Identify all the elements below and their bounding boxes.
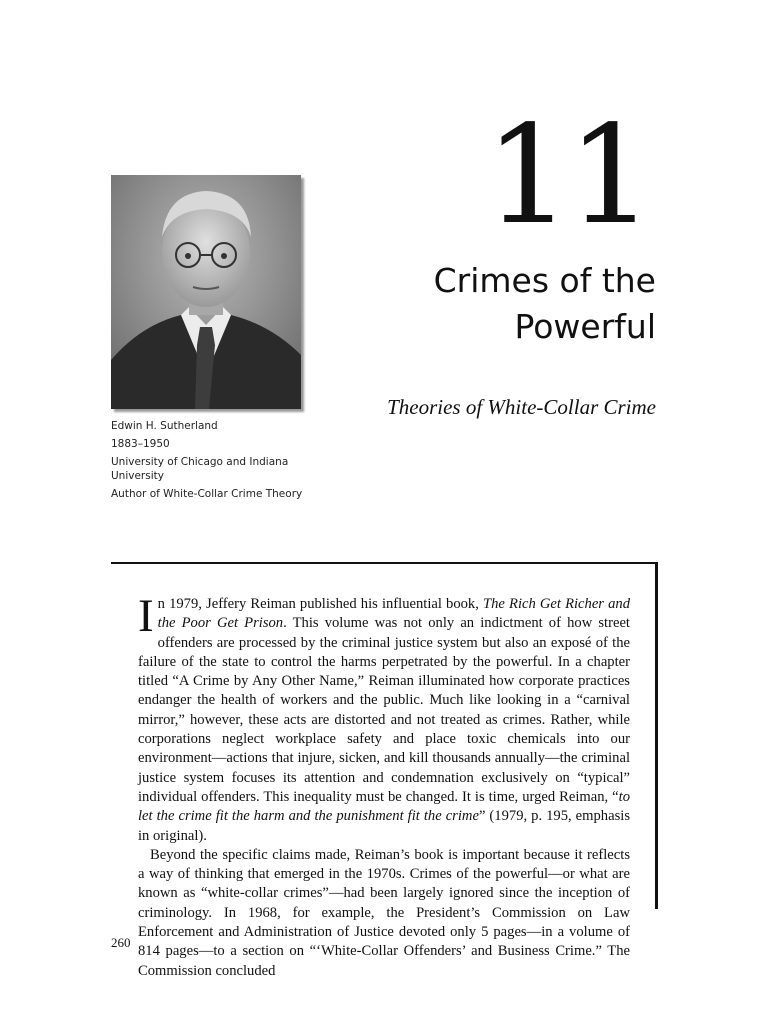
caption-affiliation: University of Chicago and Indiana University <box>111 456 289 482</box>
page-number: 260 <box>111 935 131 950</box>
chapter-title-line-1: Crimes of the <box>433 261 656 300</box>
drop-cap: I <box>138 590 154 642</box>
chapter-title <box>336 258 656 350</box>
frame-rule-top <box>111 562 658 564</box>
body-text <box>138 590 631 981</box>
caption-years: 1883–1950 <box>111 438 170 450</box>
paragraph-1-text-b: . This volume was not only an indictment of how street offenders are processed by the criminal justice system but also an exposé of the failure of the state to control the harms perpetrated by the powerful. In a chapter titled “A Crime by Any Other Name,” Reiman illuminated how corporate practices endanger the health of workers and the public. Much like looking in a “carnival mirror,” however, these acts are distorted and not treated as crimes. Rather, while corporations neglect workplace safety and place toxic chemicals into our environment—actions that injure, sicken, and kill thousands annually—the criminal justice system focuses its attention and condemnation exclusively on “typical” individual offenders. This inequality must be changed. It is time, urged Reiman, “ <box>138 615 630 805</box>
paragraph-1-text-a: n 1979, Jeffery Reiman published his influential book, <box>157 596 484 612</box>
caption-name: Edwin H. Sutherland <box>111 420 218 432</box>
chapter-title-line-2: Powerful <box>514 307 656 346</box>
caption-role: Author of White-Collar Crime Theory <box>111 488 303 500</box>
paragraph-2: Beyond the specific claims made, Reiman’s book is important because it reflects a way of thinking that emerged in the 1970s. Crimes of the powerful—or what are known as “white-collar crimes”—had been largely ignored since the inception of criminology. In 1968, for example, the President’s Commission on Law Enforcement and Administration of Justice devoted only 5 pages—in a volume of 814 pages—to a section on “‘White-Collar Offenders’ and Business Crime.” The Commission concluded <box>138 846 630 979</box>
portrait-photo <box>111 175 301 409</box>
portrait-illustration <box>111 175 301 409</box>
book-title: The Rich Get Richer and the Poor Get Prison <box>157 596 631 632</box>
frame-rule-right <box>655 562 658 909</box>
chapter-subtitle: Theories of White-Collar Crime <box>387 395 656 419</box>
portrait-caption <box>111 419 311 505</box>
paragraph-1-text-c: ” (1979, p. 195, emphasis in original). <box>138 808 630 844</box>
reiman-quote: to let the crime fit the harm and the punishment fit the crime <box>138 788 630 825</box>
chapter-number: 11 <box>484 97 650 255</box>
paragraph-1 <box>138 590 631 846</box>
